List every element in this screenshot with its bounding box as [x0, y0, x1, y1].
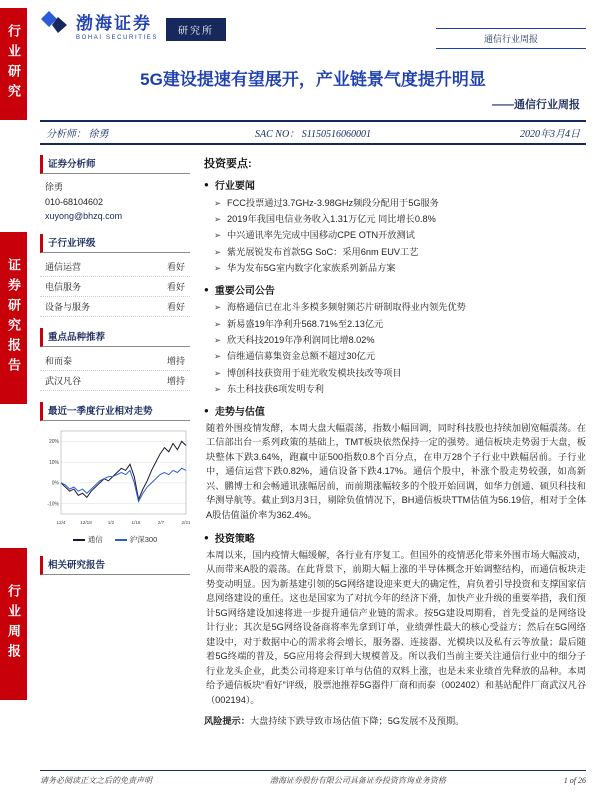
svg-text:1/16: 1/16 — [131, 520, 141, 525]
legend-label-telecom: 通信 — [87, 535, 103, 544]
arrow-icon: ➢ — [214, 334, 222, 345]
arrow-icon: ➢ — [214, 318, 222, 329]
rating-value: 看好 — [166, 262, 185, 272]
arrow-icon: ➢ — [214, 383, 222, 394]
section-strategy — [204, 530, 586, 545]
analyst-email: xuyong@bhzq.com — [45, 211, 123, 221]
report-body — [40, 155, 586, 729]
sidebar-strip-industry-weekly: 行业周报 — [0, 548, 27, 700]
brand-text — [76, 15, 158, 41]
news-item-text: 中兴通讯率先完成中国移动CPE OTN开放测试 — [227, 230, 415, 241]
announcement-item — [204, 300, 586, 316]
arrow-icon: ➢ — [214, 213, 222, 224]
brand-name: 渤海证券 — [76, 14, 152, 33]
chart-section-title: 最近一季度行业相对走势 — [40, 402, 190, 421]
report-subtitle: ——通信行业周报 — [492, 99, 580, 111]
arrow-icon: ➢ — [214, 246, 222, 257]
arrow-icon: ➢ — [214, 351, 222, 362]
stock-row — [40, 351, 190, 371]
svg-text:2/7: 2/7 — [157, 520, 165, 525]
dept-badge: 研究所 — [166, 18, 226, 41]
stock-row — [40, 371, 190, 391]
announcement-item-text: 欣天科技2019年净利润同比增8.02% — [227, 334, 375, 345]
risk-text: 大盘持续下跌导致市场估值下降；5G发展不及预期。 — [249, 716, 465, 727]
section-title: 投资策略 — [214, 533, 255, 545]
stock-rating: 增持 — [166, 356, 185, 366]
rating-name: 电信服务 — [45, 282, 82, 292]
arrow-icon: ➢ — [214, 367, 222, 378]
arrow-icon: ➢ — [214, 262, 222, 273]
keypoints-title: 投资要点: — [204, 158, 252, 170]
announcement-item-text: 信维通信募集资金总额不超过30亿元 — [227, 351, 376, 362]
strategy-paragraph: 本周以来，国内疫情大幅缓解，各行业有序复工。但国外的疫情恶化带来外围市场大幅波动，从而带来A股的震荡。在此背景下，前期大幅上涨的半导体概念开始调整结构，而通信板块走势变动明显。因为新基建引领的5G网络建设迎来更大的确定性，肩负着引导投资和支撑国家信息网络建设的重任。这也是国家为了对抗今年的经济下滑，加快产业升级的重要举措，我们预计5G网络建设加速将进一步提升通信产业链的需求。按5G建设周期看，首先受益的是网络设计行业；其次是5G网络设备商将率先拿到订单，业绩弹性最大的核心受益方；然后在5G网络建设中，对于数据中心的需求将会增长，服务器、连接器、光模块以及私有云等放量；最后随着5G终端的普及，5G应用将会得到大规模普及。所以我们当前主要关注通信行业中的细分子行业龙头企业，此类公司将迎来订单与估值的双料上涨，也是未来业绩首先释放的品种。本周给予通信板块“看好”评级，股票池推荐5G器件厂商和而泰（002402）和基站配件厂商武汉凡谷（002194）。 — [206, 549, 586, 705]
announcement-item — [204, 381, 586, 397]
stocks-section-title: 重点品种推荐 — [40, 328, 190, 347]
svg-text:10%: 10% — [48, 459, 59, 466]
risk-notice — [204, 715, 586, 729]
arrow-icon: ➢ — [214, 197, 222, 208]
bullet-icon: ● — [204, 532, 209, 542]
svg-text:2/21: 2/21 — [181, 520, 190, 525]
report-info-row — [40, 120, 586, 145]
sac-no-field: SAC NO： S1150516060001 — [255, 129, 371, 140]
rating-row — [40, 297, 190, 317]
main-column — [204, 155, 586, 729]
footer-company-qualification: 渤海证券股份有限公司具备证券投资咨询业务资格 — [269, 776, 446, 785]
stock-name: 和而泰 — [45, 356, 73, 366]
news-item — [204, 195, 586, 211]
analyst-section — [40, 155, 190, 223]
svg-text:1/2: 1/2 — [107, 520, 115, 525]
page-footer — [40, 770, 586, 786]
announcement-item — [204, 316, 586, 332]
announcement-item — [204, 365, 586, 381]
svg-text:-10%: -10% — [47, 501, 59, 508]
sub-industry-rating-section — [40, 234, 190, 317]
rating-name: 设备与服务 — [45, 302, 91, 312]
legend-swatch-hs300 — [115, 539, 127, 541]
rating-row — [40, 277, 190, 297]
section-company-announcements — [204, 282, 586, 297]
rating-row — [40, 257, 190, 277]
footer-disclaimer: 请务必阅读正文之后的免责声明 — [40, 776, 152, 785]
stock-rating: 增持 — [166, 376, 185, 386]
bullet-icon: ● — [204, 284, 209, 294]
news-item — [204, 244, 586, 260]
announcement-item — [204, 349, 586, 365]
analyst-name: 徐勇 — [45, 182, 64, 192]
bullet-icon: ● — [204, 405, 209, 415]
announcement-item — [204, 332, 586, 348]
svg-text:0%: 0% — [51, 480, 59, 487]
valuation-paragraph: 随着外围疫情发酵，本周大盘大幅震荡，指数小幅回调，同时科技股也持续加剧宽幅震荡。在工信部出台一系列政策的基础上，TMT板块依然保持一定的强势。通信板块走势弱于大盘，板块整体下跌3.64%，跑赢中证500指数0.8个百分点，在申万28个子行业中跌幅居前。子行业中，通信运营下跌0.82%，通信设备下跌4.17%。通信个股中，补涨个股走势较强，如高新兴、鹏博士和会畅通讯涨幅居前，而前期涨幅较多的个股开始回调，如华力创通、硕贝科技和华测导航等。截止到3月3日，剔除负值情况下，BH通信板块TTM估值为56.19倍，相对于全体A股估值溢价率为362.4%。 — [206, 422, 586, 520]
news-item-text: 华为发布5G室内数字化家族系列新品方案 — [227, 262, 396, 273]
risk-label: 风险提示： — [204, 716, 250, 727]
rating-value: 看好 — [166, 302, 185, 312]
svg-text:12/4: 12/4 — [56, 520, 66, 525]
rating-section-title: 子行业评级 — [40, 234, 190, 253]
key-stocks-section — [40, 328, 190, 391]
arrow-icon: ➢ — [214, 302, 222, 313]
page-number: 1 of 26 — [563, 776, 586, 785]
section-industry-news — [204, 177, 586, 192]
svg-text:12/18: 12/18 — [80, 520, 92, 525]
legend-entry-hs300 — [115, 534, 158, 545]
report-title: 5G建设提速有望展开，产业链景气度提升明显 — [140, 70, 486, 89]
rating-name: 通信运营 — [45, 262, 82, 272]
report-content — [40, 10, 586, 729]
sidebar-strip-industry-research: 行业研究 — [0, 8, 27, 120]
trend-chart-section — [40, 402, 190, 545]
arrow-icon: ➢ — [214, 230, 222, 241]
news-item — [204, 211, 586, 227]
news-item-text: FCC投票通过3.7GHz-3.98GHz频段分配用于5G服务 — [227, 197, 439, 208]
announcement-item-text: 海格通信已在北斗多模多频射频芯片研制取得业内领先优势 — [227, 302, 466, 313]
rating-value: 看好 — [166, 282, 185, 292]
announcement-item-text: 东土科技获6项发明专利 — [227, 383, 324, 394]
trend-chart-svg — [40, 427, 190, 527]
brand — [40, 10, 226, 41]
news-item — [204, 228, 586, 244]
analyst-section-title: 证券分析师 — [40, 155, 190, 174]
report-tag: 通信行业周报 — [436, 28, 586, 49]
report-header — [40, 10, 586, 49]
news-item-text: 紫光展锐发布首款5G SoC：采用6nm EUV工艺 — [227, 246, 419, 257]
related-section-title: 相关研究报告 — [40, 556, 190, 575]
report-date: 2020年3月4日 — [520, 129, 580, 140]
announcement-item-text: 博创科技获资用于硅光收发模块技改等项目 — [227, 367, 402, 378]
legend-entry-telecom — [73, 534, 103, 545]
section-title: 走势与估值 — [214, 406, 265, 418]
legend-label-hs300: 沪深300 — [129, 535, 158, 544]
news-item-text: 2019年我国电信业务收入1.31万亿元 同比增长0.8% — [227, 213, 436, 224]
analyst-phone: 010-68104602 — [45, 197, 104, 207]
sidebar-strip-securities-research-report: 证券研究报告 — [0, 232, 27, 404]
section-title: 重要公司公告 — [214, 285, 275, 297]
stock-name: 武汉凡谷 — [45, 376, 82, 386]
svg-text:20%: 20% — [48, 439, 59, 446]
left-column — [40, 155, 190, 729]
section-valuation — [204, 403, 586, 418]
news-item — [204, 260, 586, 276]
trend-chart — [40, 425, 190, 545]
analyst-field: 分析师： 徐勇 — [46, 129, 109, 140]
bullet-icon: ● — [204, 180, 209, 189]
chart-legend — [40, 534, 190, 545]
related-reports-section — [40, 556, 190, 575]
legend-swatch-telecom — [73, 539, 85, 541]
brand-name-en: BOHAI SECURITIES — [76, 35, 158, 41]
announcement-item-text: 新易盛19年净利升568.71%至2.13亿元 — [227, 318, 384, 329]
brand-logo-icon — [40, 10, 68, 41]
section-title: 行业要闻 — [214, 181, 255, 192]
